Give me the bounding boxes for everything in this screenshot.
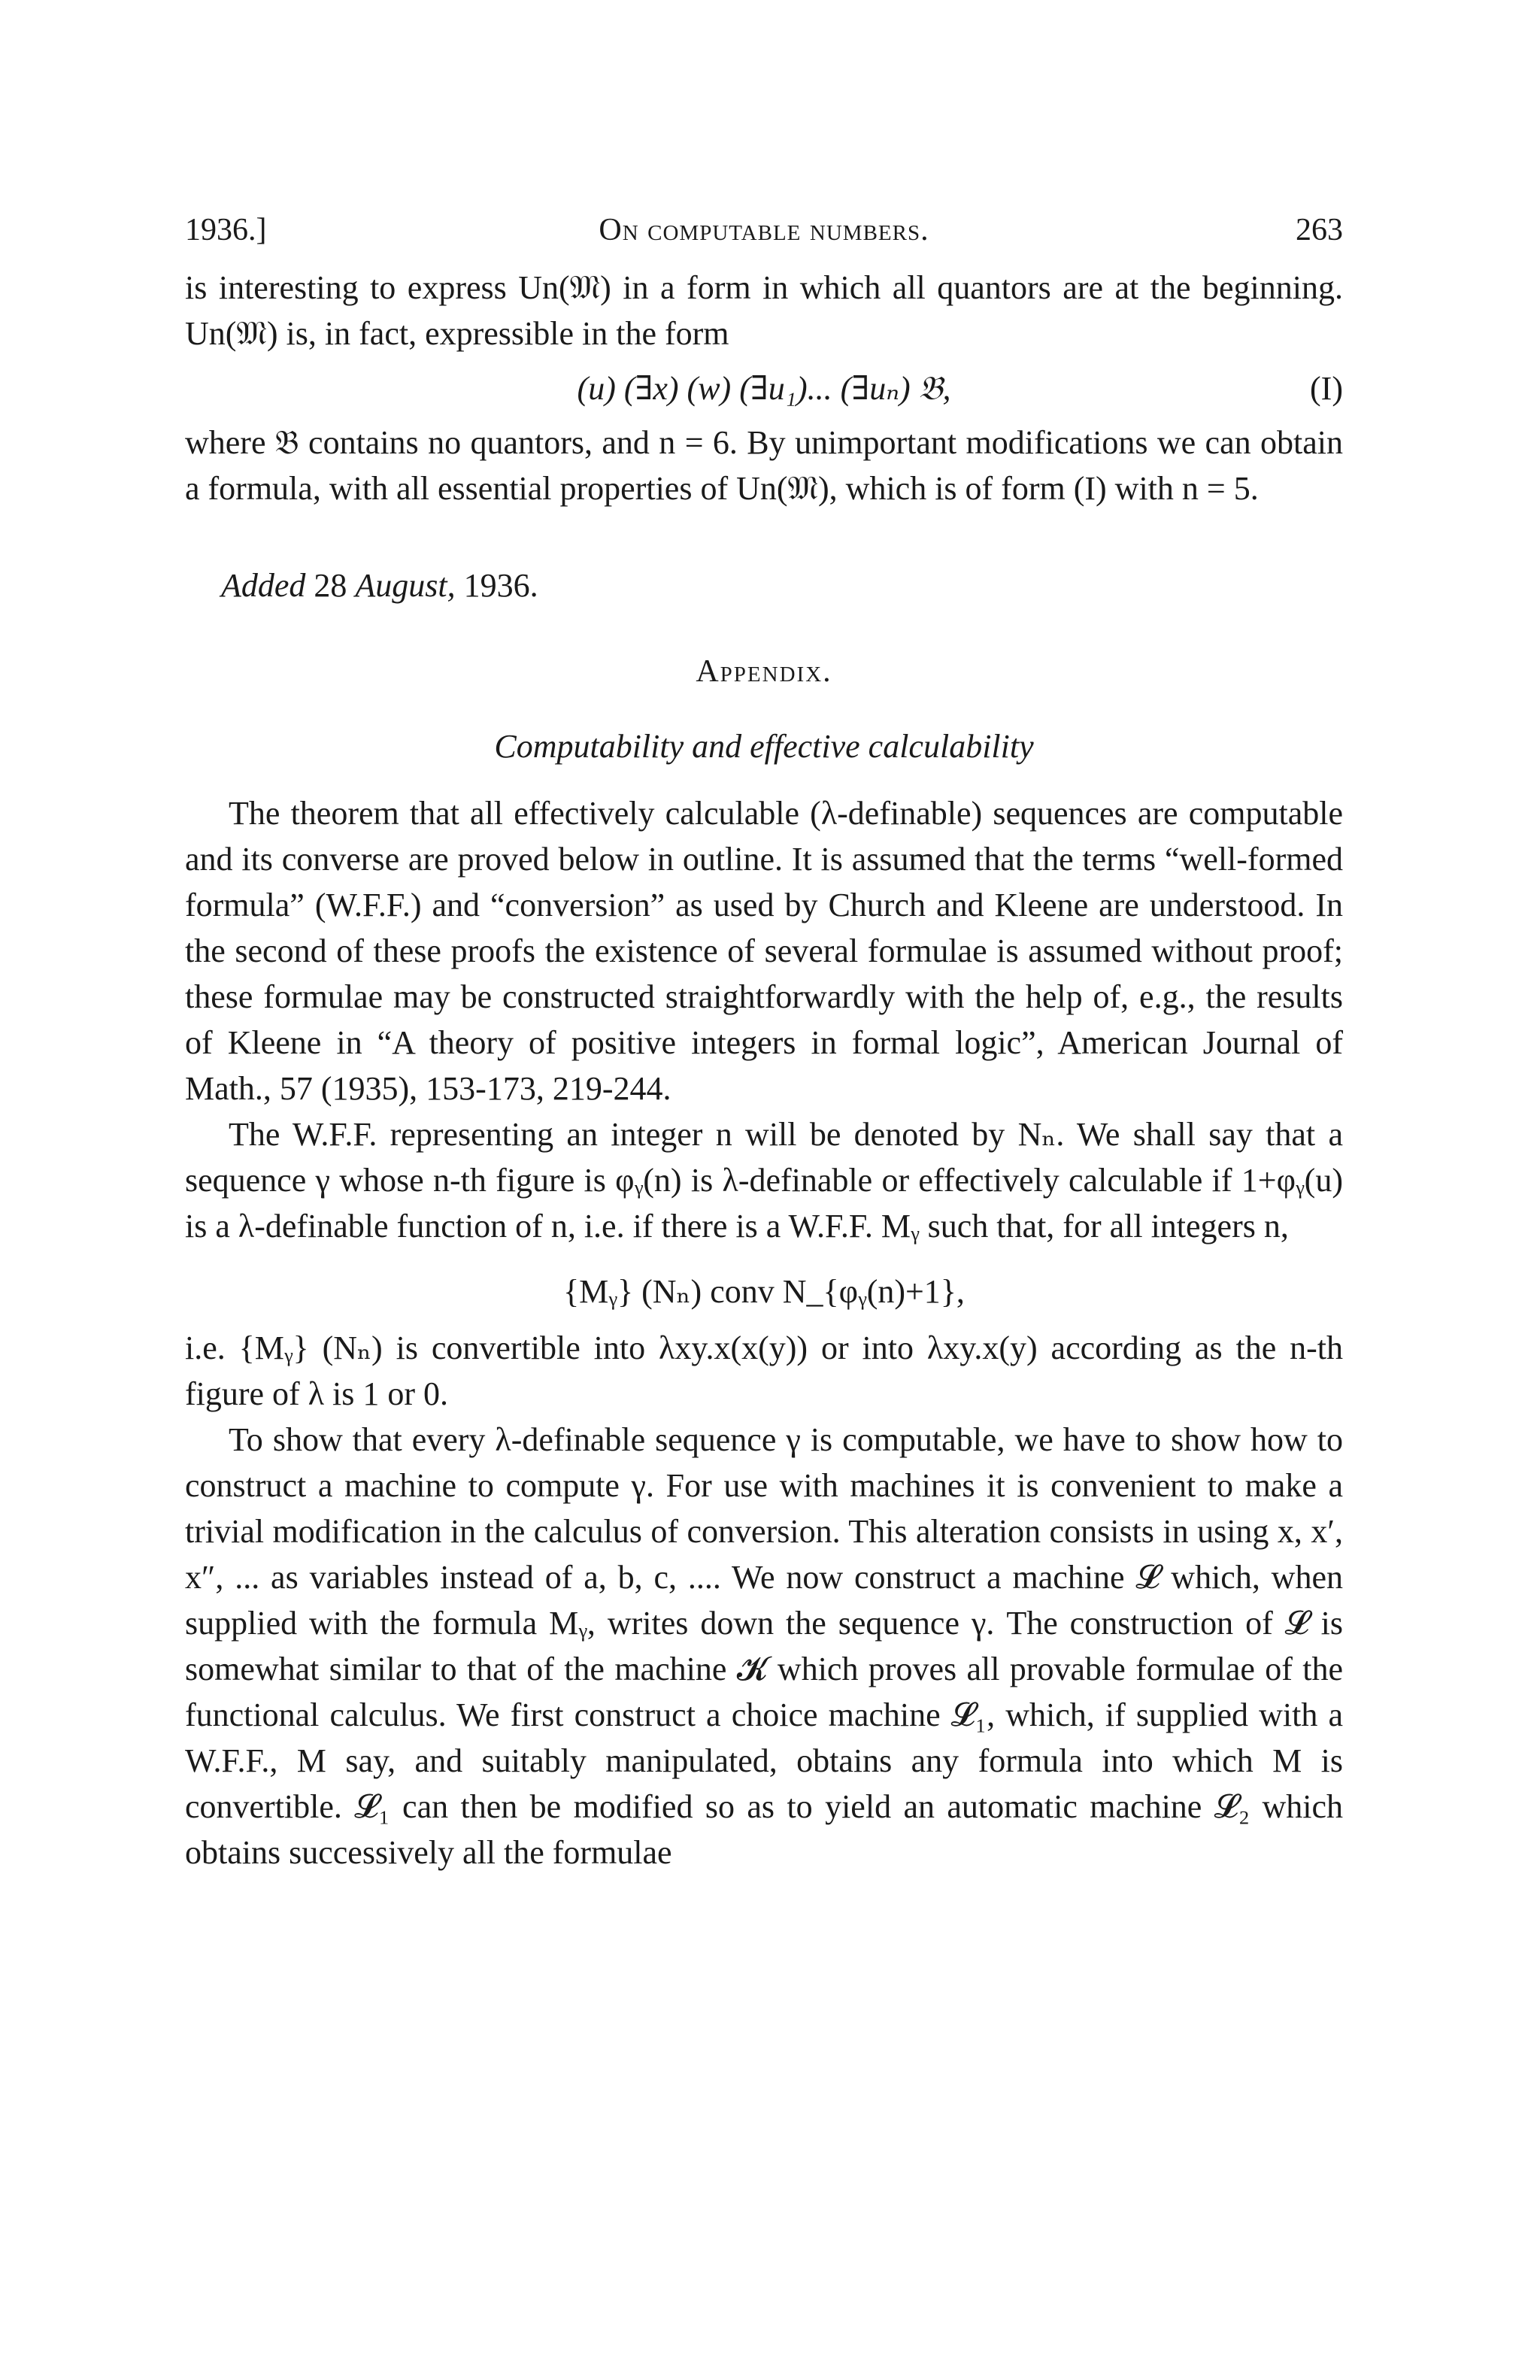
paragraph-theorem: The theorem that all effectively calculable (λ-definable) sequences are computable and its converse are proved below in outline. It is assumed that the terms “well-formed formula” (W.F.F.) and “conversion” as used by Church and Kleene are understood. In the second of these proofs the existence of several formulae is assumed without proof; these formulae may be constructed straightforwardly with the help of, e.g., the results of Kleene in “A theory of positive integers in formal logic”, American Journal of Math., 57 (1935), 153-173, 219-244. <box>185 795 1343 1107</box>
header-year: 1936.] <box>185 213 267 247</box>
paragraph-wff-definition: The W.F.F. representing an integer n will be denoted by Nₙ. We shall say that a sequence γ whose n-th figure is φᵧ(n) is λ-definable or effectively calculable if 1+φᵧ(u) is a λ-definable function of n, i.e. if there is a W.F.F. Mᵧ such that, for all integers n, <box>185 1116 1343 1245</box>
page-number: 263 <box>1296 213 1343 247</box>
added-year: 1936. <box>463 567 538 604</box>
running-title: On computable numbers. <box>599 213 929 247</box>
paragraph-quantors: where 𝔅 contains no quantors, and n = 6. By unimportant modifications we can obtain a formula, with all essential properties of Un(𝔐), which is of form (I) with n = 5. <box>185 424 1343 507</box>
formula-I-expression: (u) (∃x) (w) (∃u₁)... (∃uₙ) 𝔅, <box>577 370 951 407</box>
page-header <box>185 212 1343 265</box>
appendix-heading: Appendix. <box>696 654 832 689</box>
added-label: Added <box>221 567 306 604</box>
formula-conversion: {Mᵧ} (Nₙ) conv N_{φᵧ(n)+1}, <box>563 1273 965 1310</box>
paragraph-intro: is interesting to express Un(𝔐) in a form in which all quantors are at the beginning. Un(𝔐) is, in fact, expressible in the form <box>185 269 1343 352</box>
added-day: 28 <box>314 567 347 604</box>
paragraph-convertible: i.e. {Mᵧ} (Nₙ) is convertible into λxy.x(x(y)) or into λxy.x(y) according as the n-th figure of λ is 1 or 0. <box>185 1329 1343 1412</box>
added-month: August, <box>355 567 456 604</box>
appendix-title: Computability and effective calculability <box>494 728 1034 765</box>
page <box>185 212 1343 1875</box>
paragraph-machine: To show that every λ-definable sequence γ is computable, we have to show how to construct a machine to compute γ. For use with machines it is convenient to make a trivial modification in the calculus of conversion. This alteration consists in using x, x′, x″, ... as variables instead of a, b, c, .... We now construct a machine 𝓛 which, when supplied with the formula Mᵧ, writes down the sequence γ. The construction of 𝓛 is somewhat similar to that of the machine 𝓚 which proves all provable formulae of the functional calculus. We first construct a choice machine 𝓛₁, which, if supplied with a W.F.F., M say, and suitably manipulated, obtains any formula into which M is convertible. 𝓛₁ can then be modified so as to yield an automatic machine 𝓛₂ which obtains successively all the formulae <box>185 1421 1343 1871</box>
formula-I <box>185 356 1343 420</box>
added-date <box>221 562 1343 608</box>
formula-I-tag: (I) <box>1310 370 1343 407</box>
